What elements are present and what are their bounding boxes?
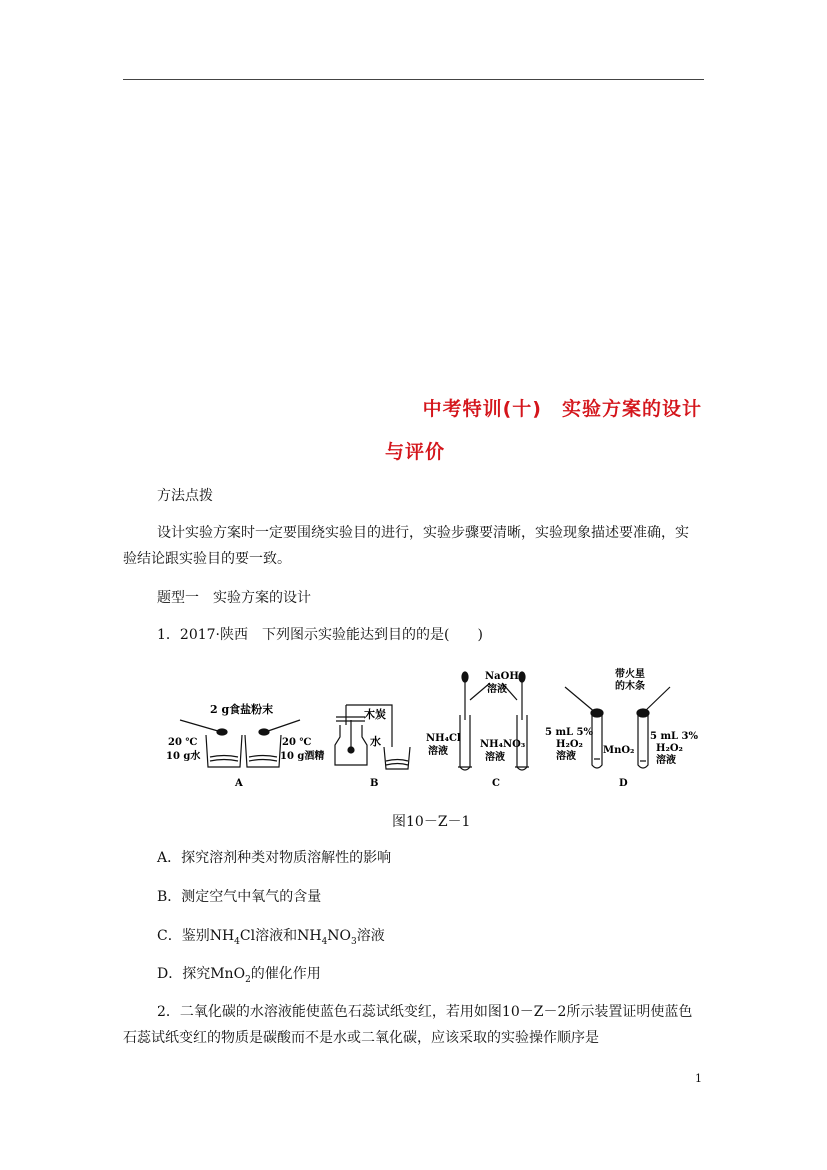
figure-10-z-1 [160,665,700,805]
fig-d-mid: MnO₂ [603,745,635,756]
fig-a-top-label: 2 g食盐粉末 [210,703,274,716]
option-b: B．测定空气中氧气的含量 [157,889,322,905]
section-heading: 方法点拨 [157,488,213,504]
type-heading: 题型一 实验方案的设计 [157,590,311,606]
fig-c-left1: NH₄Cl [426,733,461,744]
fig-d-letter: D [619,778,628,789]
fig-c-right2: 溶液 [485,752,505,763]
fig-c-left2: 溶液 [428,746,448,757]
fig-b-charcoal-label: 木炭 [364,708,386,721]
intro-line-1: 设计实验方案时一定要围绕实验目的进行，实验步骤要清晰，实验现象描述要准确，实 [157,525,689,541]
page-title-line1: 中考特训(十) 实验方案的设计 [422,398,702,420]
fig-d-right3: 溶液 [656,755,676,766]
fig-c-right1: NH₄NO₃ [480,739,526,750]
fig-a-left-temp: 20 ℃ [168,737,198,748]
question-2-line-2: 石蕊试纸变红的物质是碳酸而不是水或二氧化碳，应该采取的实验操作顺序是 [123,1030,599,1046]
fig-b-letter: B [370,778,379,789]
fig-d-right1: 5 mL 3% [650,731,698,742]
header-rule [123,79,704,80]
figure-caption: 图10－Z－1 [392,814,471,830]
fig-a-right-temp: 20 ℃ [282,737,312,748]
fig-c-letter: C [492,778,500,789]
option-d: D．探究MnO$_2$的催化作用 [157,966,321,985]
fig-d-left2: H₂O₂ [556,739,583,750]
page-title-line2: 与评价 [385,441,446,463]
fig-d-right2: H₂O₂ [656,743,683,754]
question-2-line-1: 2．二氧化碳的水溶液能使蓝色石蕊试纸变红，若用如图10－Z－2所示装置证明使蓝色 [157,1004,693,1020]
fig-d-left1: 5 mL 5% [545,727,593,738]
fig-c-top2: 溶液 [487,684,507,695]
question-1: 1．2017·陕西 下列图示实验能达到目的的是( ) [157,627,483,643]
fig-a-right-sub: 10 g酒精 [280,751,325,762]
page-number: 1 [695,1072,702,1085]
fig-c-top1: NaOH [485,671,519,682]
intro-line-2: 验结论跟实验目的要一致。 [123,551,291,567]
fig-b-water-label: 水 [370,735,381,748]
fig-a-left-sub: 10 g水 [166,751,201,762]
fig-d-top1: 带火星 [615,669,645,680]
fig-d-top2: 的木条 [615,681,645,692]
fig-d-left3: 溶液 [556,751,576,762]
option-a: A．探究溶剂种类对物质溶解性的影响 [157,850,392,866]
option-c: C．鉴别$NH_4Cl$溶液和$NH_4NO_3$溶液 [157,928,385,947]
fig-a-letter: A [235,778,243,789]
